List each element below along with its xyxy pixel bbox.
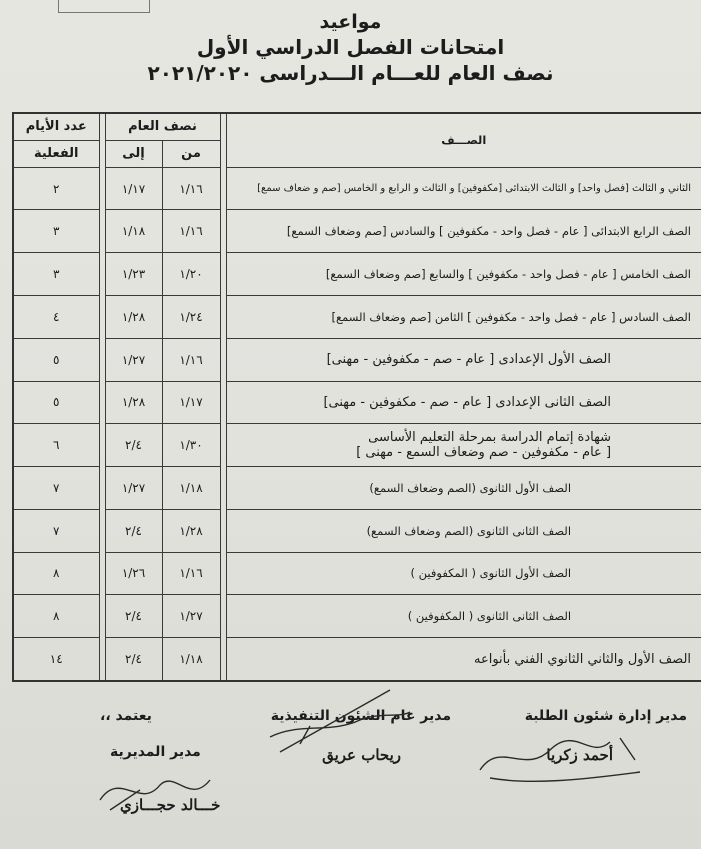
sig1-name: أحمد زكريا xyxy=(546,746,613,764)
row-class: الثاني و الثالث [فصل واحد] و الثالث الابتدائى [مكفوفين] و الثالث و الرابع و الخامس [صم و ضعاف سمع] xyxy=(226,167,701,210)
column-separator xyxy=(99,552,105,595)
row-class-cell xyxy=(226,424,701,467)
row-from: ١/١٧ xyxy=(162,381,220,424)
table-row xyxy=(13,509,701,552)
signature-scribble-2 xyxy=(240,682,420,762)
column-separator xyxy=(220,381,226,424)
row-class-line2: [ عام - مكفوفين - صم وضعاف السمع - مهنى ] xyxy=(356,445,612,461)
row-from: ١/١٦ xyxy=(162,552,220,595)
row-class: الصف الأول الثانوى ( المكفوفين ) xyxy=(226,552,701,595)
table-row xyxy=(13,338,701,381)
sig3-title: يعتمد ،، xyxy=(100,708,152,724)
row-class: الصف الأول الثانوى (الصم وضعاف السمع) xyxy=(226,467,701,510)
table-row xyxy=(13,595,701,638)
column-separator xyxy=(220,509,226,552)
row-from: ١/١٨ xyxy=(162,467,220,510)
row-class: الصف الرابع الابتدائى [ عام - فصل واحد - مكفوفين ] والسادس [صم وضعاف السمع] xyxy=(226,210,701,253)
row-from: ١/٣٠ xyxy=(162,424,220,467)
row-to: ١/٢٦ xyxy=(105,552,162,595)
column-separator xyxy=(220,296,226,339)
header-days-line1: عدد الأيام xyxy=(13,113,99,140)
row-class: الصف الأول والثاني الثانوي الفني بأنواعه xyxy=(226,638,701,681)
column-separator xyxy=(220,424,226,467)
row-from: ١/٢٧ xyxy=(162,595,220,638)
column-separator xyxy=(99,638,105,681)
row-to: ٢/٤ xyxy=(105,638,162,681)
column-separator xyxy=(99,338,105,381)
header-days-line2: الفعلية xyxy=(13,140,99,167)
column-separator xyxy=(220,595,226,638)
column-separator xyxy=(99,595,105,638)
row-days: ٣ xyxy=(13,253,99,296)
signatures-footer xyxy=(0,700,701,849)
row-to: ٢/٤ xyxy=(105,509,162,552)
column-separator xyxy=(220,338,226,381)
signature-scribble-3 xyxy=(80,760,230,820)
header-line-1: مواعيد xyxy=(319,11,382,33)
document-header xyxy=(0,10,701,86)
row-days: ٤ xyxy=(13,296,99,339)
row-class: الصف الخامس [ عام - فصل واحد - مكفوفين ] والسابع [صم وضعاف السمع] xyxy=(226,253,701,296)
table-row xyxy=(13,467,701,510)
row-days: ٧ xyxy=(13,467,99,510)
row-to: ١/٢٨ xyxy=(105,296,162,339)
column-separator xyxy=(99,509,105,552)
exam-schedule-table xyxy=(12,112,701,682)
row-to: ٢/٤ xyxy=(105,424,162,467)
sig2-name: ريحاب عريق xyxy=(322,746,401,764)
table-row xyxy=(13,638,701,681)
header-class: الصـــف xyxy=(226,113,701,167)
row-class: الصف الثانى الثانوى (الصم وضعاف السمع) xyxy=(226,509,701,552)
row-days: ٣ xyxy=(13,210,99,253)
sig3-name: خـــالد حجـــازي xyxy=(120,796,221,814)
table-row xyxy=(13,296,701,339)
row-from: ١/١٨ xyxy=(162,638,220,681)
row-from: ١/٢٤ xyxy=(162,296,220,339)
row-days: ١٤ xyxy=(13,638,99,681)
table-row xyxy=(13,253,701,296)
row-days: ٢ xyxy=(13,167,99,210)
table-row xyxy=(13,167,701,210)
row-to: ٢/٤ xyxy=(105,595,162,638)
row-days: ٥ xyxy=(13,338,99,381)
row-to: ١/١٧ xyxy=(105,167,162,210)
column-separator xyxy=(220,167,226,210)
header-from: من xyxy=(162,140,220,167)
row-days: ٥ xyxy=(13,381,99,424)
column-separator xyxy=(220,253,226,296)
table-row xyxy=(13,210,701,253)
row-class: الصف السادس [ عام - فصل واحد - مكفوفين ] الثامن [صم وضعاف السمع] xyxy=(226,296,701,339)
row-to: ١/٢٣ xyxy=(105,253,162,296)
table-row xyxy=(13,424,701,467)
column-separator xyxy=(99,253,105,296)
column-separator xyxy=(99,381,105,424)
row-from: ١/٢٠ xyxy=(162,253,220,296)
column-separator xyxy=(99,296,105,339)
row-to: ١/١٨ xyxy=(105,210,162,253)
column-separator xyxy=(220,210,226,253)
row-days: ٨ xyxy=(13,552,99,595)
row-class: شهادة إتمام الدراسة بمرحلة التعليم الأساسى xyxy=(368,430,612,446)
sig2-title: مدير عام الشئون التنفيذية xyxy=(270,708,451,724)
table-row xyxy=(13,552,701,595)
row-from: ١/١٦ xyxy=(162,338,220,381)
header-line-2: امتحانات الفصل الدراسي الأول xyxy=(196,35,505,59)
column-separator xyxy=(220,113,226,167)
row-class: الصف الثانى الإعدادى [ عام - صم - مكفوفين - مهنى] xyxy=(226,381,701,424)
row-days: ٨ xyxy=(13,595,99,638)
row-from: ١/١٦ xyxy=(162,167,220,210)
sig1-title: مدير إدارة شئون الطلبة xyxy=(524,708,687,724)
column-separator xyxy=(99,424,105,467)
sig3-role: مدير المديرية xyxy=(110,744,201,760)
row-from: ١/١٦ xyxy=(162,210,220,253)
row-days: ٦ xyxy=(13,424,99,467)
header-midyear: نصف العام xyxy=(105,113,220,140)
row-days: ٧ xyxy=(13,509,99,552)
column-separator xyxy=(220,467,226,510)
column-separator xyxy=(99,210,105,253)
row-to: ١/٢٧ xyxy=(105,338,162,381)
table-row xyxy=(13,381,701,424)
row-to: ١/٢٧ xyxy=(105,467,162,510)
column-separator xyxy=(220,638,226,681)
header-line-3: نصف العام للعـــام الـــدراسى ٢٠٢١/٢٠٢٠ xyxy=(147,61,554,85)
column-separator xyxy=(99,167,105,210)
column-separator xyxy=(220,552,226,595)
row-to: ١/٢٨ xyxy=(105,381,162,424)
header-to: إلى xyxy=(105,140,162,167)
row-class: الصف الثانى الثانوى ( المكفوفين ) xyxy=(226,595,701,638)
row-class: الصف الأول الإعدادى [ عام - صم - مكفوفين - مهنى] xyxy=(226,338,701,381)
signature-scribble-1 xyxy=(470,730,650,785)
column-separator xyxy=(99,467,105,510)
row-from: ١/٢٨ xyxy=(162,509,220,552)
